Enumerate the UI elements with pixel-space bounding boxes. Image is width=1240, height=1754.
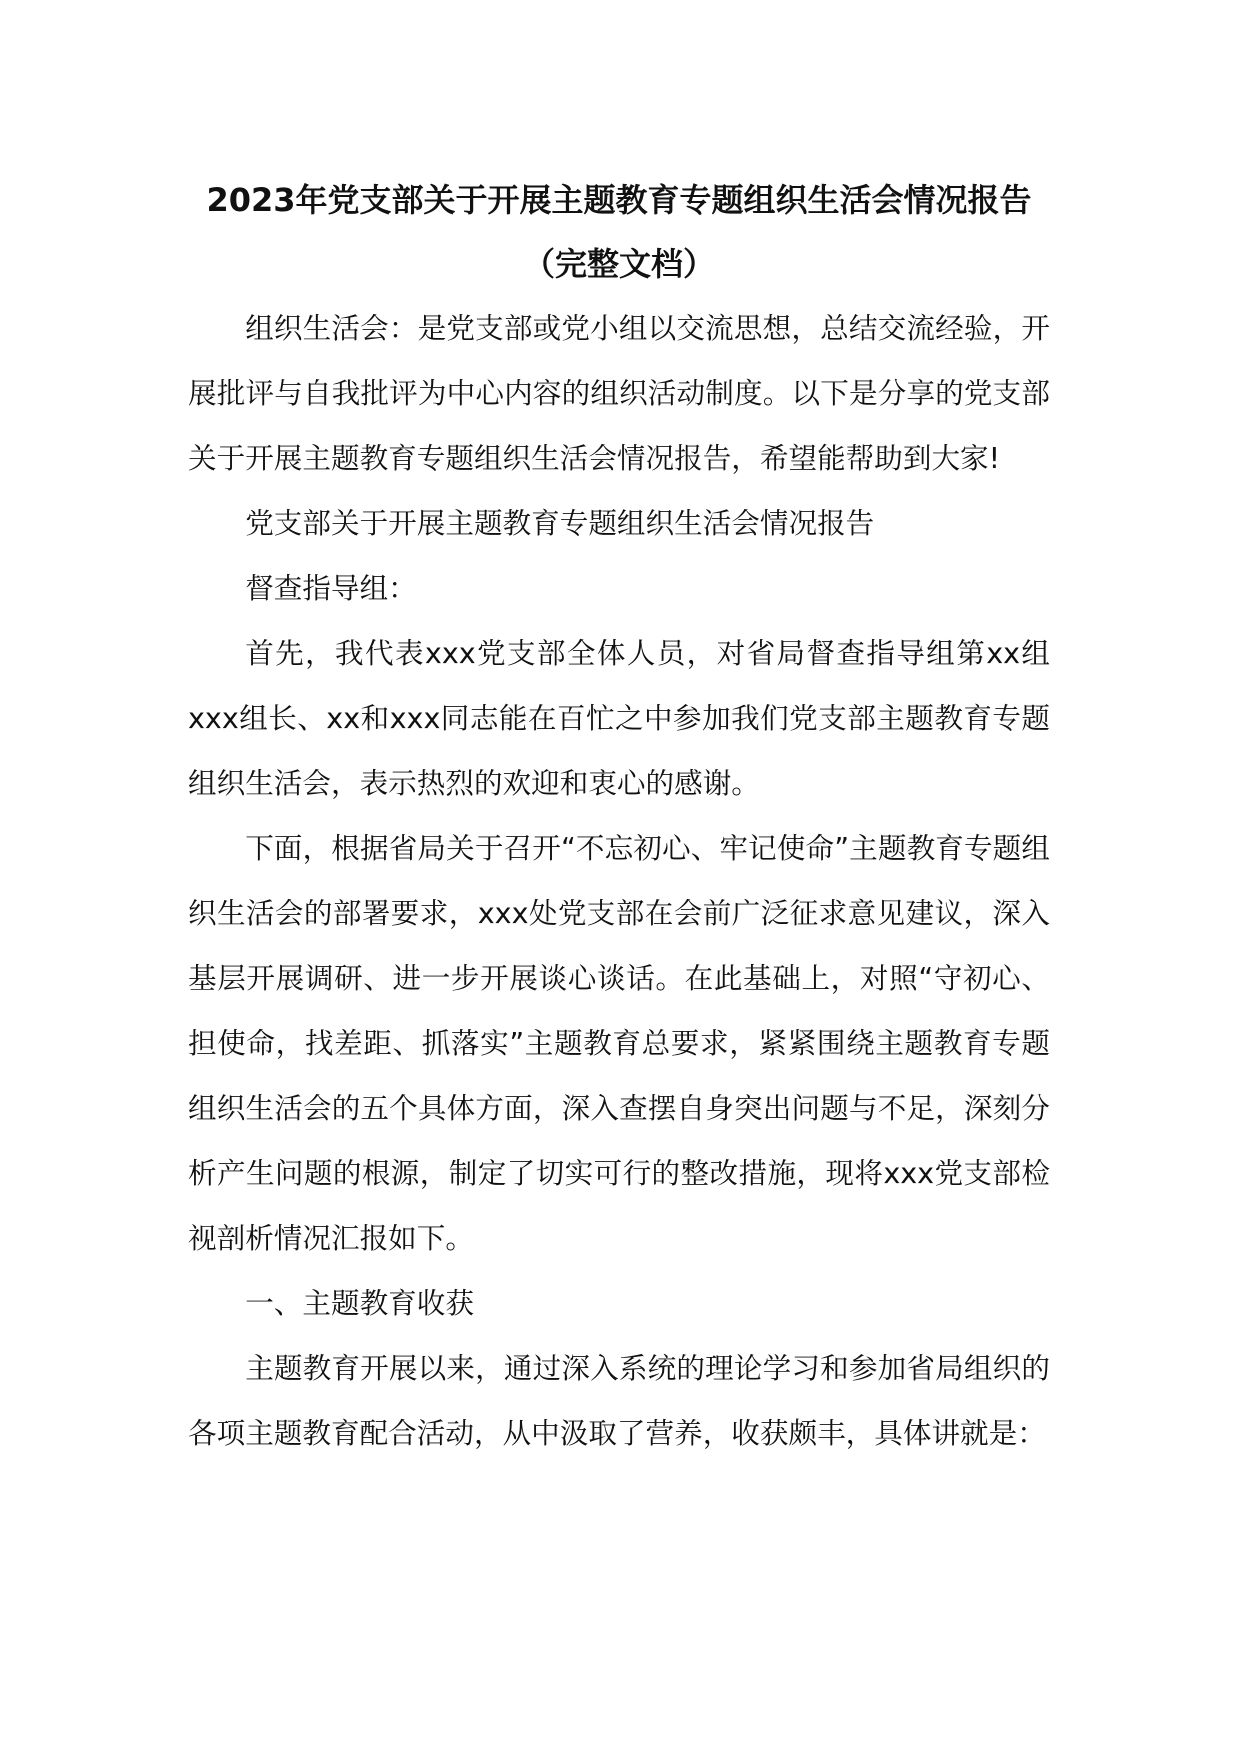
welcome-paragraph: 首先，我代表xxx党支部全体人员，对省局督查指导组第xx组xxx组长、xx和xxx同志能在百忙之中参加我们党支部主题教育专题组织生活会，表示热烈的欢迎和衷心的感谢。: [188, 636, 1050, 800]
background-paragraph: 下面，根据省局关于召开“不忘初心、牢记使命”主题教育专题组织生活会的部署要求，xxx处党支部在会前广泛征求意见建议，深入基层开展调研、进一步开展谈心谈话。在此基础上，对照“守初心、担使命，找差距、抓落实”主题教育总要求，紧紧围绕主题教育专题组织生活会的五个具体方面，深入查摆自身突出问题与不足，深刻分析产生问题的根源，制定了切实可行的整改措施，现将xxx党支部检视剖析情况汇报如下。: [188, 831, 1050, 1255]
report-heading-paragraph: 党支部关于开展主题教育专题组织生活会情况报告: [245, 506, 875, 540]
document-body: [188, 168, 1050, 1466]
salutation-paragraph: 督查指导组：: [245, 571, 417, 605]
document-title-line-2: （完整文档）: [522, 245, 715, 283]
document-title-line-1: 2023年党支部关于开展主题教育专题组织生活会情况报告: [206, 181, 1032, 219]
section-heading-1: 一、主题教育收获: [245, 1286, 474, 1320]
intro-paragraph: 组织生活会：是党支部或党小组以交流思想，总结交流经验，开展批评与自我批评为中心内容的组织活动制度。以下是分享的党支部关于开展主题教育专题组织生活会情况报告，希望能帮助到大家!: [188, 311, 1050, 475]
section-1-paragraph: 主题教育开展以来，通过深入系统的理论学习和参加省局组织的各项主题教育配合活动，从中汲取了营养，收获颇丰，具体讲就是：: [188, 1351, 1050, 1450]
